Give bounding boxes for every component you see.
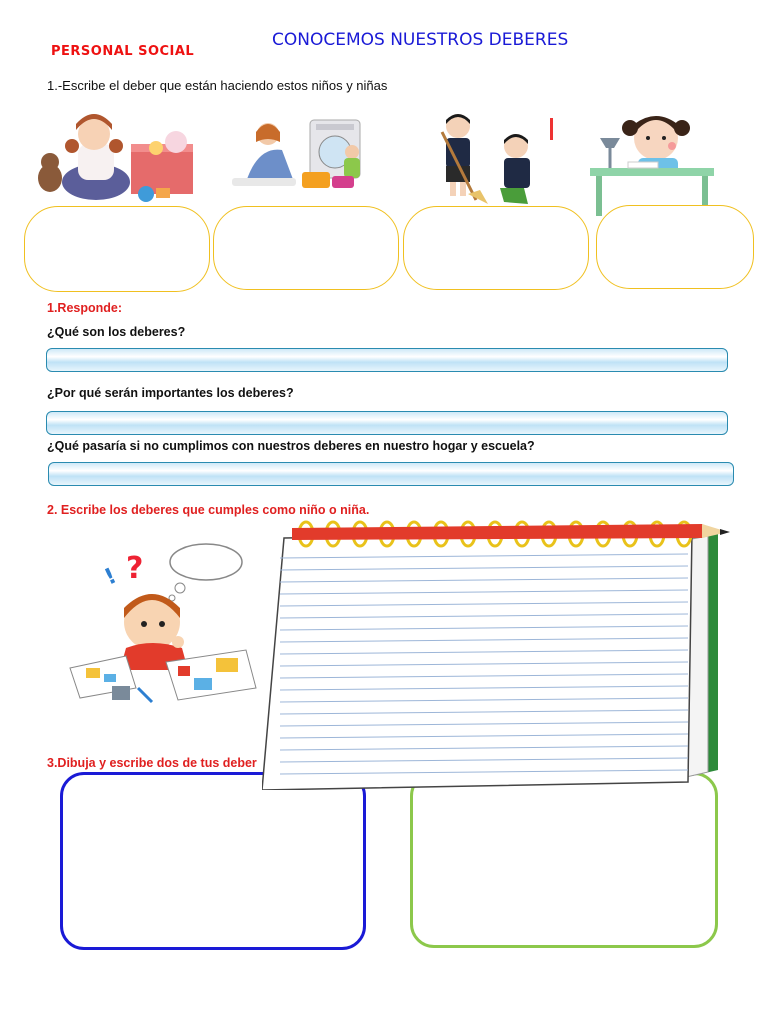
answer-box-4[interactable]	[596, 205, 754, 289]
section-heading-2: 2. Escribe los deberes que cumples como niño o niña.	[47, 503, 370, 517]
instruction-1: 1.-Escribe el deber que están haciendo estos niños y niñas	[47, 78, 388, 93]
answer-line-2[interactable]	[46, 411, 728, 435]
answer-box-1[interactable]	[24, 206, 210, 292]
image-boy-thinking	[66, 538, 260, 708]
drawing-box-1[interactable]	[60, 772, 366, 950]
svg-text:!: !	[100, 563, 121, 591]
notebook-writing-area[interactable]	[262, 514, 730, 790]
question-3: ¿Qué pasaría si no cumplimos con nuestros deberes en nuestro hogar y escuela?	[47, 439, 535, 453]
page-title: CONOCEMOS NUESTROS DEBERES	[272, 30, 569, 50]
image-girl-homework	[588, 104, 732, 216]
drawing-box-2[interactable]	[410, 772, 718, 948]
question-1: ¿Qué son los deberes?	[47, 325, 186, 339]
question-2: ¿Por qué serán importantes los deberes?	[47, 386, 294, 400]
answer-box-2[interactable]	[213, 206, 399, 290]
image-kids-sweeping	[424, 108, 554, 208]
answer-line-1[interactable]	[46, 348, 728, 372]
subject-label: PERSONAL SOCIAL	[51, 44, 195, 59]
answer-box-3[interactable]	[403, 206, 589, 290]
answer-line-3[interactable]	[48, 462, 734, 486]
section-heading-responde: 1.Responde:	[47, 301, 123, 315]
section-heading-3: 3.Dibuja y escribe dos de tus deber	[47, 756, 257, 770]
image-family-laundry	[228, 112, 380, 194]
svg-text:?: ?	[126, 551, 144, 586]
image-girl-tidying-toys	[36, 104, 200, 208]
